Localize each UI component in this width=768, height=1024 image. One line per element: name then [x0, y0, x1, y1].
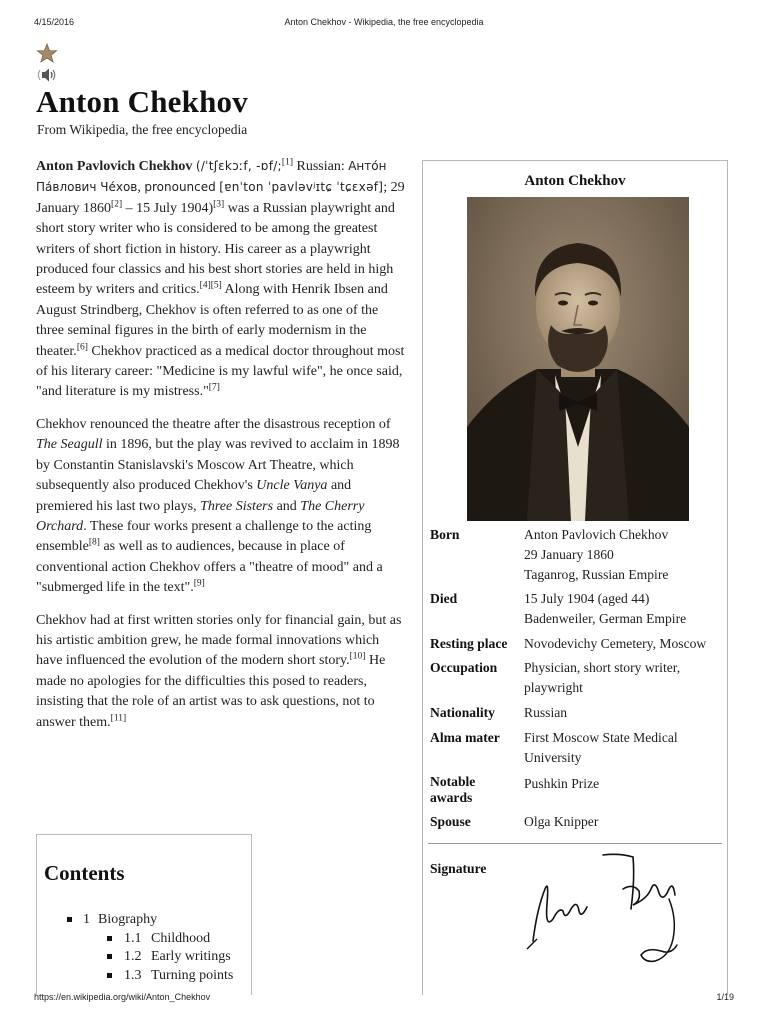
toc-list	[37, 911, 251, 985]
stories-text-b: He made no apologies for the difficulties this posed to readers, insisting that the role of an artist was to ask questions, not to answer them.	[36, 653, 386, 730]
infobox-label	[430, 774, 520, 805]
cherry-orchard-link[interactable]: The Cherry Orchard	[36, 498, 365, 534]
article-tagline: From Wikipedia, the free encyclopedia	[37, 122, 248, 137]
infobox-label: Born	[430, 527, 460, 542]
article-title: Anton Chekhov	[36, 84, 248, 119]
infobox-value	[524, 525, 724, 585]
portrait-illustration	[467, 197, 689, 521]
ref-3[interactable]: [3]	[213, 199, 225, 210]
lead-text-a: was a Russian playwright and short story writer who is considered to be among the greatest writers of short fiction in history. His career as a playwright produced four classics and his best short stories are held in high esteem by writers and critics.	[36, 200, 395, 298]
print-header	[34, 17, 734, 31]
toc-title: Contents	[44, 861, 125, 885]
russian-pronunciation[interactable]: [ɐnˈton ˈpavləvʲɪtɕ ˈtɕɛxəf]	[219, 180, 384, 195]
print-page-number: 1/19	[716, 992, 734, 1002]
birth-date-text: ; 29 January 1860	[36, 180, 405, 216]
toc-item-number: 1.2	[124, 949, 142, 965]
table-of-contents	[36, 834, 252, 995]
stories-text-a: Chekhov had at first written stories only for financial gain, but as his artistic ambition grew, he made formal innovations which have influenced the evolution of the modern short story.	[36, 612, 402, 669]
infobox-value[interactable]: Novodevichy Cemetery, Moscow	[524, 636, 707, 651]
infobox-label: Alma mater	[430, 730, 500, 745]
death-date-text: – 15 July 1904)	[122, 200, 214, 216]
occupation-line-1: Physician, short story writer,	[524, 660, 681, 675]
print-footer	[34, 992, 734, 1006]
alma-mater-line-2[interactable]: University	[524, 750, 582, 765]
print-date: 4/15/2016	[34, 17, 75, 27]
speaker-icon[interactable]	[36, 67, 58, 83]
death-place[interactable]: Badenweiler, German Empire	[524, 611, 687, 626]
toc-item-number: 1	[83, 912, 90, 927]
infobox-label: Signature	[430, 861, 487, 876]
toc-bullet	[107, 936, 112, 941]
article-body	[36, 156, 408, 745]
print-page-title: Anton Chekhov - Wikipedia, the free encyclopedia	[284, 17, 484, 27]
english-pronunciation[interactable]: (/ˈtʃɛkɔːf, -ɒf/;	[195, 159, 282, 173]
theatre-text-b: in 1896, but the play was revived to acclaim in 1898 by Constantin Stanislavski's Moscow Art Theatre, which subsequently also produced Chekhov's	[36, 437, 400, 494]
infobox-divider	[428, 843, 722, 844]
ref-7[interactable]: [7]	[208, 382, 220, 393]
infobox-label: Occupation	[430, 660, 498, 675]
infobox-label: Resting place	[430, 636, 508, 651]
ref-5[interactable]: [5]	[210, 280, 222, 291]
seagull-link[interactable]: The Seagull	[36, 437, 103, 453]
ref-2[interactable]: [2]	[111, 199, 123, 210]
theatre-text-f: as well as to audiences, because in place of conventional action Chekhov offers a "theatre of mood" and a "submerged life in the text".	[36, 539, 383, 596]
born-place[interactable]: Taganrog, Russian Empire	[524, 567, 669, 582]
born-name: Anton Pavlovich Chekhov	[524, 527, 669, 542]
lead-paragraph: Anton Pavlovich Chekhov (/ˈtʃɛkɔːf, -ɒf/;[1] Russian: Анто́н Па́влович Че́хов, pronounced [ɐnˈton ˈpavləvʲɪtɕ ˈtɕɛxəf]; 29 January 1860[2] – 15 July 1904)[3] was a Russian playwright and short story writer who is considered to be among the greatest writers of short fiction in history. His career as a playwright produced four classics and his best short stories are held in high esteem by writers and critics.[4][5] Along with Henrik Ibsen and August Strindberg, Chekhov is often referred to as one of the three seminal figures in the birth of early modernism in the theater.[6] Chekhov practiced as a medical doctor throughout most of his literary career: "Medicine is my lawful wife", he once said, "and literature is my mistress."[7]	[36, 157, 405, 400]
lead-text-c: Chekhov practiced as a medical doctor throughout most of his literary career: "Medicine is my lawful wife", he once said, "and literature is my mistress."	[36, 343, 405, 400]
ref-9[interactable]: [9]	[193, 578, 205, 589]
ref-6[interactable]: [6]	[76, 342, 88, 352]
infobox-value[interactable]: Olga Knipper	[524, 814, 599, 829]
toc-item-label[interactable]: Biography	[98, 912, 158, 927]
infobox-label: Spouse	[430, 814, 471, 829]
theatre-text-a: Chekhov renounced the theatre after the disastrous reception of	[36, 416, 391, 432]
occupation-line-2[interactable]: playwright	[524, 680, 583, 695]
toc-item-childhood[interactable]	[37, 930, 251, 949]
ref-4[interactable]: [4]	[199, 280, 211, 291]
ref-11[interactable]: [11]	[110, 712, 127, 723]
death-date: 15 July 1904 (aged 44)	[524, 591, 650, 606]
lead-text-b: Along with Henrik Ibsen and August Strindberg, Chekhov is often referred to as one of the three seminal figures in the birth of early modernism in the theater.	[36, 282, 388, 359]
toc-item-number: 1.3	[124, 967, 142, 983]
signature-image[interactable]	[523, 849, 693, 967]
theatre-paragraph	[36, 415, 408, 599]
russian-name: Анто́н Па́влович Че́хов	[36, 159, 387, 195]
toc-item-turning-points[interactable]	[37, 967, 251, 986]
infobox	[422, 160, 728, 995]
uncle-vanya-link[interactable]: Uncle Vanya	[256, 478, 328, 494]
infobox-title: Anton Chekhov	[524, 173, 626, 189]
infobox-value	[524, 658, 724, 698]
awards-label-line-1: Notable	[430, 774, 476, 789]
toc-item-biography[interactable]	[37, 911, 251, 930]
ref-8[interactable]: [8]	[88, 537, 100, 548]
infobox-value[interactable]: Pushkin Prize	[524, 776, 600, 791]
toc-item-early-writings[interactable]	[37, 948, 251, 967]
toc-item-number: 1.1	[124, 930, 142, 946]
infobox-value: Russian	[524, 705, 568, 720]
theatre-text-e: . These four works present a challenge to the acting ensemble	[36, 518, 372, 555]
lang-label[interactable]: Russian:	[296, 159, 345, 174]
star-icon[interactable]	[36, 43, 58, 63]
print-url: https://en.wikipedia.org/wiki/Anton_Chekhov	[34, 992, 211, 1002]
portrait-photo[interactable]	[467, 197, 689, 521]
ref-1[interactable]: [1]	[281, 157, 293, 168]
subject-name: Anton Pavlovich Chekhov	[36, 159, 193, 174]
alma-mater-line-1[interactable]: First Moscow State Medical	[524, 730, 678, 745]
pronounced-label: pronounced	[144, 180, 216, 195]
infobox-value	[524, 589, 724, 629]
theatre-text-d: and	[273, 498, 301, 514]
theatre-text-c: and premiered his last two plays,	[36, 478, 352, 514]
toc-item-label[interactable]: Turning points	[151, 967, 234, 983]
toc-item-label[interactable]: Childhood	[151, 930, 211, 946]
ref-10[interactable]: [10]	[349, 651, 366, 662]
infobox-value[interactable]	[524, 728, 724, 768]
infobox-label: Nationality	[430, 705, 495, 720]
born-date: 29 January 1860	[524, 547, 614, 562]
three-sisters-link[interactable]: Three Sisters	[200, 498, 274, 514]
infobox-label: Died	[430, 591, 458, 606]
toc-bullet	[67, 917, 72, 922]
stories-paragraph	[36, 611, 408, 733]
awards-label-line-2: awards	[430, 789, 473, 805]
toc-item-label[interactable]: Early writings	[151, 949, 231, 965]
toc-bullet	[107, 973, 112, 978]
toc-bullet	[107, 954, 112, 959]
